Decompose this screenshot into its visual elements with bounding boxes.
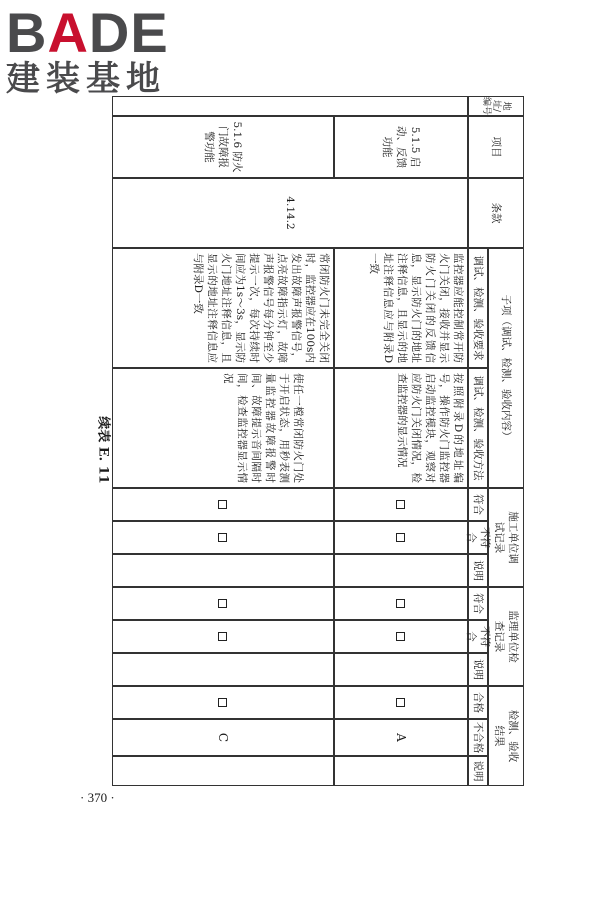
row2-grade: C [112, 719, 334, 756]
clause-cell: 4.14.2 [112, 178, 468, 248]
row2-supervision-note [112, 653, 334, 686]
header-supervision: 监理单位检查记录 [488, 587, 524, 686]
header-method: 调试、检测、验收方法 [468, 368, 488, 488]
row2-method: 使任一樘常闭防火门处于开启状态，用秒表测量监控器故障报警时间、故障提示音间隔时间，检查监控器显示情况 [112, 368, 334, 488]
row1-construction-pass[interactable] [334, 488, 468, 521]
checkbox[interactable] [397, 533, 406, 542]
header-supervision-pass: 符合 [468, 587, 488, 620]
checkbox[interactable] [397, 632, 406, 641]
header-project: 项目 [468, 116, 524, 178]
row1-supervision-fail[interactable] [334, 620, 468, 653]
header-construction-note: 说明 [468, 554, 488, 587]
table-frame [112, 96, 524, 786]
row2-project: 5.1.6 防火门故障报警功能 [112, 116, 334, 178]
row1-project: 5.1.5 启动、反馈功能 [334, 116, 468, 178]
header-sub-item: 子项（调试、检测、验收内容） [488, 248, 524, 488]
row1-requirement: 监控器应能控制常开防火门关闭，接收并显示防火门关闭的反馈信息，显示防火门的地址注释信息，且显示的地址注释信息应与附录D一致 [334, 248, 468, 368]
row2-supervision-pass[interactable] [112, 587, 334, 620]
header-address: 地址/编号 [468, 96, 524, 116]
inspection-table [112, 96, 524, 786]
row1-construction-note [334, 554, 468, 587]
row2-acceptance-note [112, 756, 334, 786]
checkbox[interactable] [219, 533, 228, 542]
row2-construction-pass[interactable] [112, 488, 334, 521]
checkbox[interactable] [219, 500, 228, 509]
row1-acceptance-note [334, 756, 468, 786]
row1-method: 按照附录D的地址编号，操作防火门监控器启动监控模块，观察对应防火门关闭情况，检查监控器的显示情况 [334, 368, 468, 488]
row2-qualified[interactable] [112, 686, 334, 719]
header-acceptance: 检测、验收结果 [488, 686, 524, 786]
table-caption: 续表 E. 11 [95, 416, 111, 484]
row1-supervision-note [334, 653, 468, 686]
checkbox[interactable] [219, 599, 228, 608]
header-acceptance-note: 说明 [468, 756, 488, 786]
header-construction-pass: 符合 [468, 488, 488, 521]
page-number: · 370 · [80, 790, 115, 805]
row2-construction-note [112, 554, 334, 587]
row2-construction-fail[interactable] [112, 521, 334, 554]
address-cell [112, 96, 468, 116]
row1-supervision-pass[interactable] [334, 587, 468, 620]
row2-supervision-fail[interactable] [112, 620, 334, 653]
row1-qualified[interactable] [334, 686, 468, 719]
checkbox[interactable] [219, 698, 228, 707]
row1-grade: A [334, 719, 468, 756]
row1-construction-fail[interactable] [334, 521, 468, 554]
logo-wordmark: BADE [6, 1, 169, 64]
bade-logo [6, 1, 181, 102]
header-clause: 条款 [468, 178, 524, 248]
checkbox[interactable] [219, 632, 228, 641]
header-qualified: 合格 [468, 686, 488, 719]
checkbox[interactable] [397, 698, 406, 707]
header-construction-fail: 不符合 [468, 521, 488, 554]
header-requirement: 调试、检测、验收要求 [468, 248, 488, 368]
logo-subtitle: 建装基地 [6, 59, 166, 99]
header-supervision-note: 说明 [468, 653, 488, 686]
header-supervision-fail: 不符合 [468, 620, 488, 653]
row2-requirement: 常闭防火门未完全关闭时，监控器应在100s内发出故障声报警信号，点亮故障指示灯，故障声报警信号每分钟至少提示一次，每次持续时间应为1s～3s，显示防火门地址注释信息，且显示的地址注释信息应与附录D一致 [112, 248, 334, 368]
header-unqualified: 不合格 [468, 719, 488, 756]
checkbox[interactable] [397, 599, 406, 608]
header-construction: 施工单位调试记录 [488, 488, 524, 587]
checkbox[interactable] [397, 500, 406, 509]
